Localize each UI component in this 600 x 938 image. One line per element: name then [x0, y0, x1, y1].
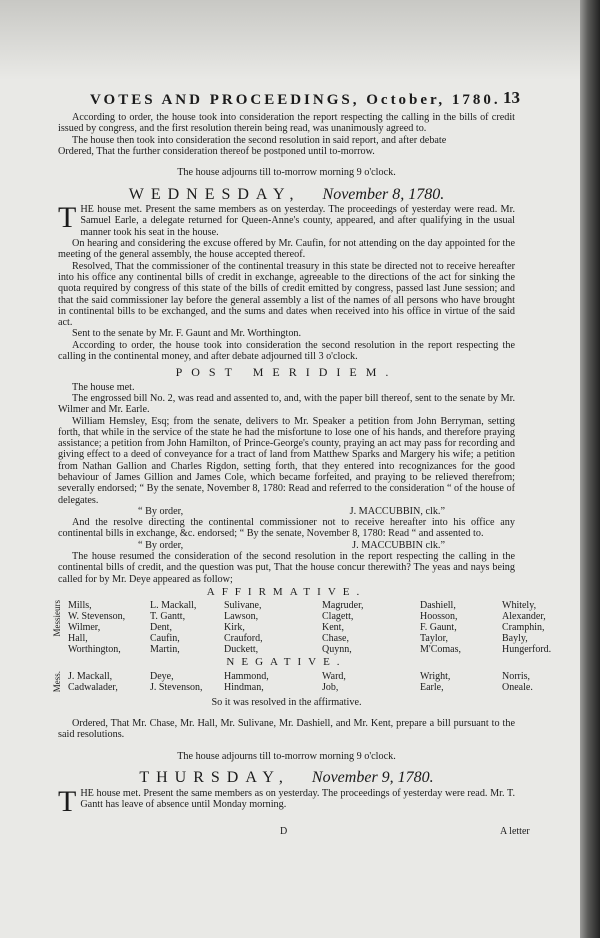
negative-name: Earle, — [420, 681, 444, 693]
affirmative-name: Hungerford. — [502, 644, 552, 656]
thursday-para: THE house met. Present the same members as on yesterday. The proceedings of yesterday were read. Mr. T. Gantt has leave of absence until Monday morning. — [58, 784, 515, 818]
negative-names — [52, 670, 533, 693]
thursday-date: November 9, 1780. — [311, 769, 434, 787]
intro-ordered: Ordered, That the further consideration thereof be postponed until to-morrow. — [58, 145, 375, 157]
affirmative-name: Dent, — [150, 622, 172, 634]
post-meridiem-heading: POST MERIDIEM. — [175, 365, 398, 380]
drop-cap-t-2: T — [58, 784, 77, 818]
affirmative-name: Worthington, — [68, 644, 121, 656]
affirmative-name: Hoosson, — [420, 611, 458, 623]
affirmative-name: W. Stevenson, — [68, 611, 126, 623]
negative-name: Norris, — [502, 670, 531, 682]
signature-2-clerk: J. MACCUBBIN clk.” — [352, 539, 445, 551]
affirmative-name: Kent, — [322, 622, 344, 634]
result-line: So it was resolved in the affirmative. — [211, 696, 362, 708]
negative-heading: NEGATIVE. — [226, 656, 347, 669]
affirmative-name: Hall, — [68, 633, 88, 645]
negative-name: Hindman, — [224, 681, 264, 693]
affirmative-name: Chase, — [322, 633, 349, 645]
affirmative-grid — [68, 600, 552, 656]
affirmative-name: Martin, — [150, 644, 180, 656]
signature-1-by-order: “ By order, — [138, 505, 184, 517]
affirmative-names — [52, 600, 552, 656]
affirmative-name: Cramphin, — [502, 622, 545, 634]
header-title: VOTES AND PROCEEDINGS, October, 1780. — [90, 92, 501, 108]
negative-grid — [68, 670, 533, 693]
affirmative-name: L. Mackall, — [150, 600, 197, 612]
running-header — [90, 88, 520, 109]
affirmative-name: Whitely, — [502, 600, 537, 612]
affirmative-name: Kirk, — [224, 622, 245, 634]
pm-para-4: And the resolve directing the continental commissioner not to receive hereafter into his office any continental bills in exchange, &c. endorsed; “ By the senate, November 8, 1780: Read “ and assented to. — [58, 517, 515, 540]
affirmative-name: Alexander, — [502, 611, 546, 623]
affirmative-name: Mills, — [68, 600, 92, 612]
wednesday-para-4: Sent to the senate by Mr. F. Gaunt and Mr. Worthington. — [72, 328, 302, 340]
catchword: A letter — [500, 826, 530, 837]
affirmative-name: Crauford, — [224, 633, 263, 645]
signature-mark: D — [280, 826, 288, 837]
signature-1 — [58, 506, 515, 517]
page-top-shading — [0, 0, 580, 80]
affirmative-name: Sulivane, — [224, 600, 262, 612]
affirmative-name: Taylor, — [420, 633, 449, 645]
affirmative-name: T. Gantt, — [150, 611, 186, 623]
negative-name: Hammond, — [224, 670, 269, 682]
wednesday-para-3: Resolved, That the commissioner of the continental treasury in this state be directed not to receive hereafter into his office any continental bills of credit in exchange, agreeable to the directions of the act for sinking the quota required by congress of this state of the bills of credit emitted by congress, passed last June session; and that the said commissioner lay before the general assembly a list of the names of all persons who have brought in continental bills to be exchanged, and the sums and dates when received into his office in virtue of the said act. — [58, 260, 515, 329]
thursday-day: THURSDAY, — [139, 769, 290, 787]
negative-side-label: Mess. — [52, 670, 62, 692]
negative-name: Cadwalader, — [68, 681, 118, 693]
drop-cap-t: T — [58, 201, 77, 235]
signature-2 — [58, 540, 515, 551]
negative-name: Oneale. — [502, 681, 533, 693]
thursday-heading — [58, 769, 515, 787]
intro-para-2: The house then took into consideration the second resolution in said report, and after debate — [72, 134, 447, 146]
negative-name: Job, — [322, 681, 339, 693]
negative-name: J. Stevenson, — [150, 681, 203, 693]
pm-para-3: William Hemsley, Esq; from the senate, delivers to Mr. Speaker a petition from John Berryman, setting forth, that while in the service of the state he had the misfortune to lose one of his hands, and therefore praying assistance; a petition from John Hamilton, of Prince-George's county, praying an act may pass for recording and giving effect to a deed of conveyance for a tract of land from Matthew Sparks and Margery his wife; a petition from Nathan Gallion and Charles Rigdon, setting forth, that they entered into recognizances for the good behaviour of James Gillion and James Cole, which became forfeited, and praying to be relieved therefrom; severally endorsed; “ By the senate, November 8, 1780: Read and referred to the consideration “ of the house of delegates. — [58, 415, 515, 506]
wednesday-day: WEDNESDAY, — [128, 185, 301, 203]
pm-para-1: The house met. — [72, 381, 135, 393]
ordered-para: Ordered, That Mr. Chase, Mr. Hall, Mr. Sulivane, Mr. Dashiell, and Mr. Kent, prepare a bill pursuant to the said resolutions. — [58, 718, 515, 741]
document-body — [52, 112, 552, 818]
affirmative-name: F. Gaunt, — [420, 622, 457, 634]
wednesday-heading — [58, 185, 515, 203]
affirmative-name: M'Comas, — [420, 644, 461, 656]
wednesday-para-1: THE house met. Present the same members as on yesterday. The proceedings of yesterday were read. Mr. Samuel Earle, a delegate returned for Queen-Anne's county, appeared, and after qualifying in the usual manner took his seat in the house. — [58, 201, 515, 238]
affirmative-name: Magruder, — [322, 600, 364, 612]
negative-name: Deye, — [150, 670, 174, 682]
affirmative-name: Duckett, — [224, 644, 259, 656]
page-number: 13 — [503, 88, 520, 107]
wednesday-para-2: On hearing and considering the excuse offered by Mr. Caufin, for not attending on the day appointed for the meeting of the general assembly, the house accepted thereof. — [58, 238, 515, 261]
pm-para-2: The engrossed bill No. 2, was read and assented to, and, with the paper bill thereof, sent to the senate by Mr. Wilmer and Mr. Earle. — [58, 392, 515, 416]
affirmative-name: Caufin, — [150, 633, 180, 645]
affirmative-name: Lawson, — [224, 611, 259, 623]
affirmative-name: Dashiell, — [420, 600, 456, 612]
negative-name: J. Mackall, — [68, 670, 113, 682]
book-spine-edge — [580, 0, 600, 938]
affirmative-name: Quynn, — [322, 644, 352, 656]
affirmative-name: Bayly, — [502, 633, 528, 645]
negative-name: Ward, — [322, 670, 346, 682]
negative-name: Wright, — [420, 670, 451, 682]
wednesday-para-5: According to order, the house took into consideration the second resolution in the report respecting the calling in the continental money, and after debate adjourned till 3 o'clock. — [58, 339, 515, 363]
affirmative-side-label: Messieurs — [52, 600, 62, 637]
affirmative-heading: AFFIRMATIVE. — [206, 585, 367, 598]
affirmative-name: Wilmer, — [68, 622, 101, 634]
signature-1-clerk: J. MACCUBBIN, clk.” — [349, 505, 445, 517]
pm-para-5: The house resumed the consideration of the second resolution in the report respecting the calling in the continental bills of credit, and the question was put, That the house concur therewith? The yeas and nays being called for by Mr. Deye appeared as follow; — [58, 551, 515, 585]
wednesday-date: November 8, 1780. — [322, 185, 445, 203]
intro-para-1: According to order, the house took into consideration the report respecting the calling in the bills of credit issued by congress, and the first resolution therein being read, was unanimously agreed to. — [58, 112, 515, 135]
adjourn-line: The house adjourns till to-morrow morning 9 o'clock. — [177, 750, 396, 762]
intro-adjourn: The house adjourns till to-morrow morning 9 o'clock. — [177, 167, 396, 179]
affirmative-name: Clagett, — [322, 611, 354, 623]
signature-2-by-order: “ By order, — [138, 539, 184, 551]
